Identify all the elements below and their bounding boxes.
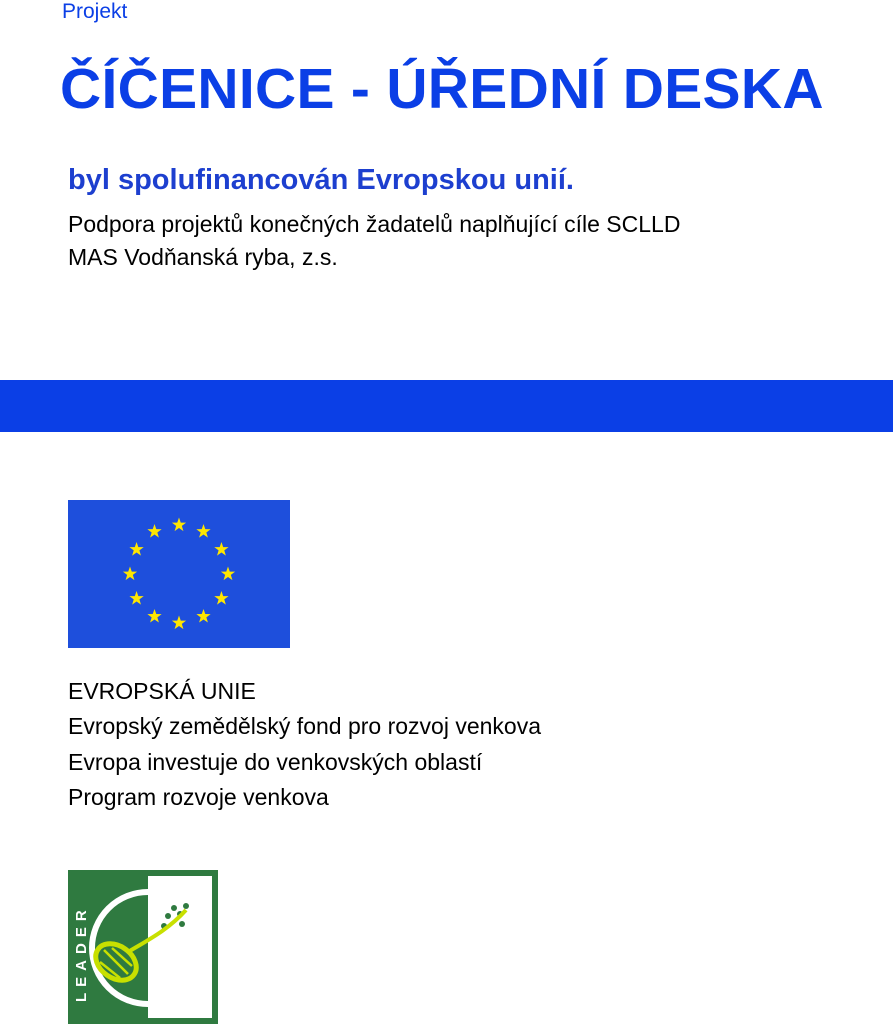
eu-fund-name: Evropský zemědělský fond pro rozvoj venkova [68,713,541,739]
leader-logo-icon [68,870,218,1024]
eu-program-name: Program rozvoje venkova [68,784,329,810]
eu-slogan: Evropa investuje do venkovských oblastí [68,749,483,775]
support-line-1: Podpora projektů konečných žadatelů naplňující cíle SCLLD [68,211,681,237]
eu-name: EVROPSKÁ UNIE [68,678,256,704]
support-line-2: MAS Vodňanská ryba, z.s. [68,244,338,270]
blue-band-divider [0,380,893,432]
eu-flag-icon [68,500,290,648]
leader-logo-text: LEADER [73,904,90,1002]
page-title: ČÍČENICE - ÚŘEDNÍ DESKA [60,57,824,121]
project-label: Projekt [62,0,128,23]
cofinanced-statement: byl spolufinancován Evropskou unií. [68,164,574,196]
